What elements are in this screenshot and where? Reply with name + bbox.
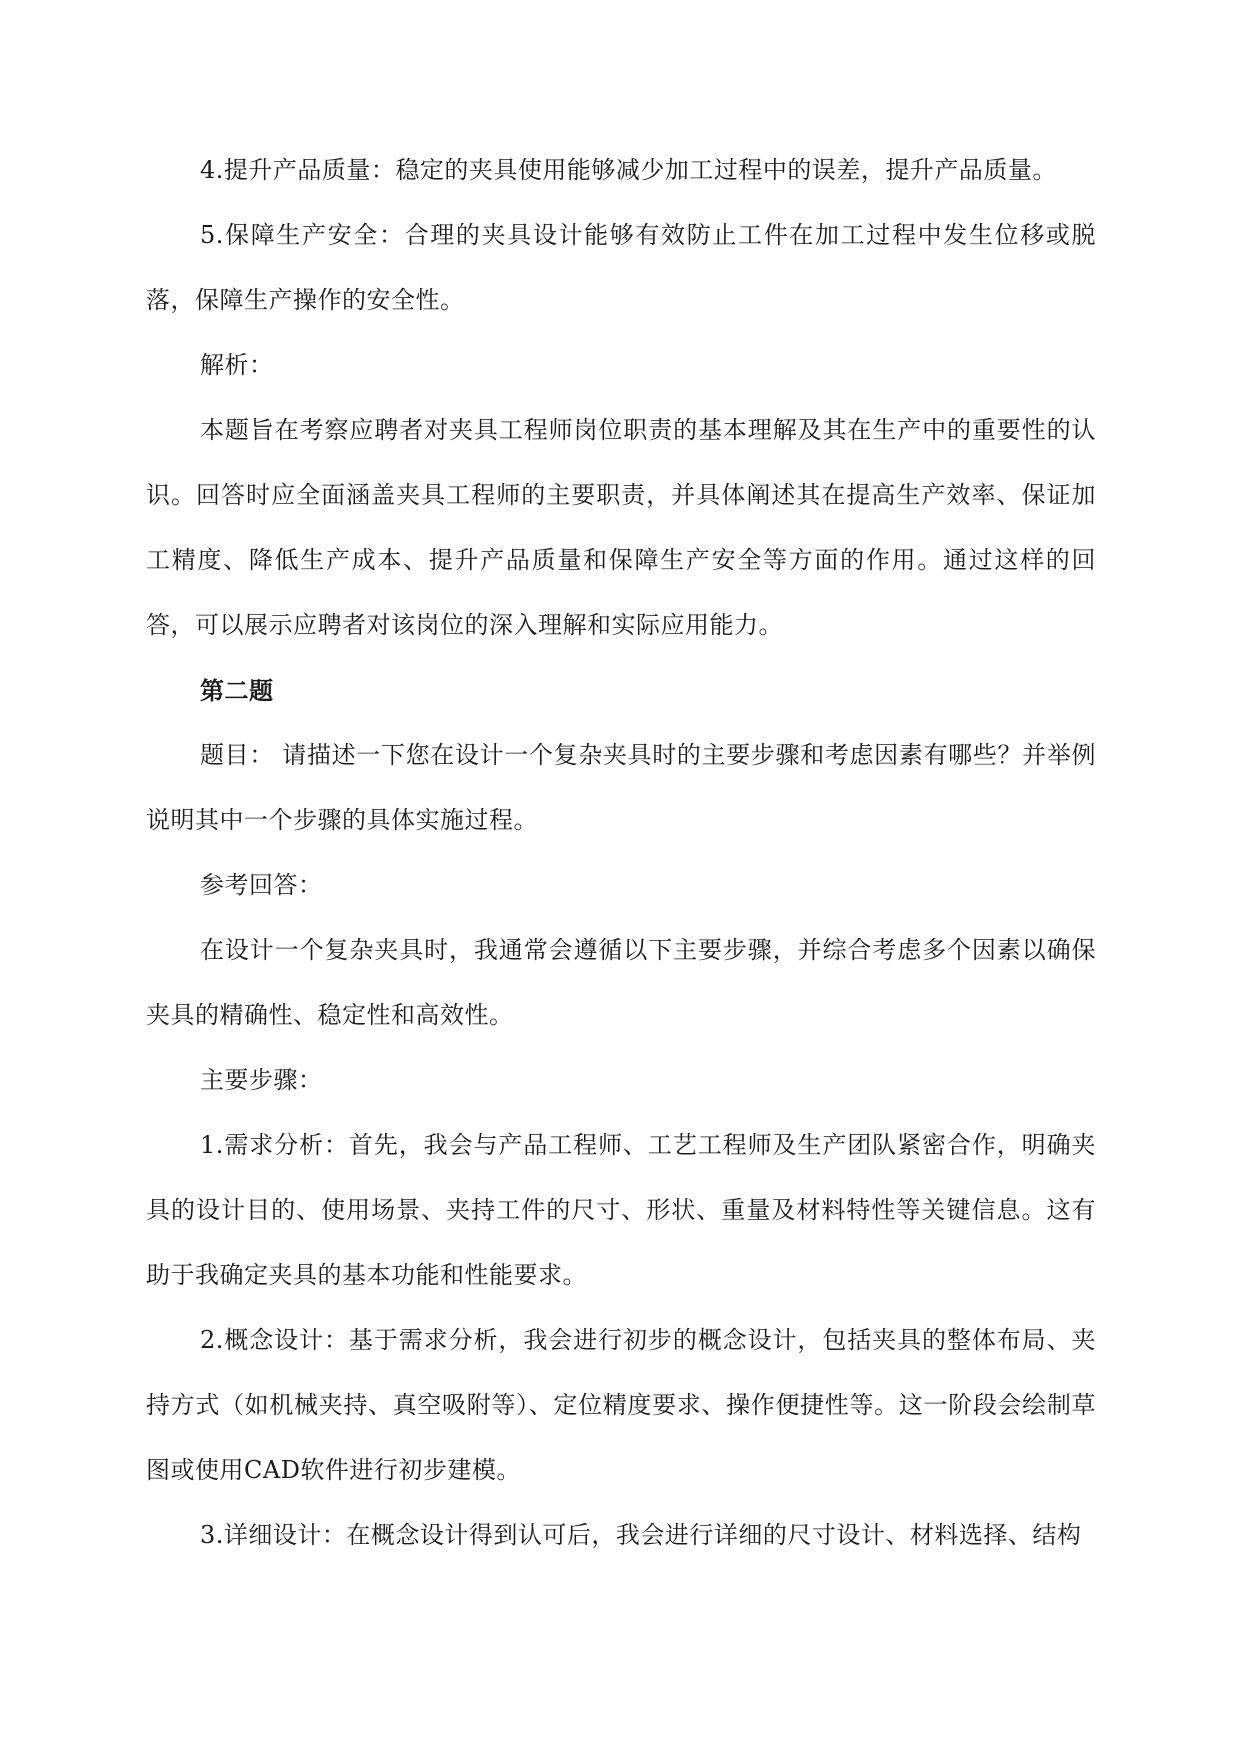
step-requirements-analysis: 1.需求分析：首先，我会与产品工程师、工艺工程师及生产团队紧密合作，明确夹具的设计目的、使用场景、夹持工件的尺寸、形状、重量及材料特性等关键信息。这有助于我确定夹具的基本功能和性能要求。 [146,1131,1096,1289]
main-steps-label: 主要步骤： [200,1066,323,1094]
analysis-paragraph: 本题旨在考察应聘者对夹具工程师岗位职责的基本理解及其在生产中的重要性的认识。回答时应全面涵盖夹具工程师的主要职责，并具体阐述其在提高生产效率、保证加工精度、降低生产成本、提升产品质量和保障生产安全等方面的作用。通过这样的回答，可以展示应聘者对该岗位的深入理解和实际应用能力。 [146,416,1096,639]
answer-intro-paragraph: 在设计一个复杂夹具时，我通常会遵循以下主要步骤，并综合考虑多个因素以确保夹具的精确性、稳定性和高效性。 [146,936,1096,1029]
step-detailed-design: 3.详细设计：在概念设计得到认可后，我会进行详细的尺寸设计、材料选择、结构 [200,1521,1082,1549]
section-heading-question-two: 第二题 [200,676,274,705]
question-paragraph: 题目： 请描述一下您在设计一个复杂夹具时的主要步骤和考虑因素有哪些？并举例说明其中一个步骤的具体实施过程。 [146,741,1096,834]
analysis-label: 解析： [200,351,274,379]
paragraph-safety: 5.保障生产安全：合理的夹具设计能够有效防止工件在加工过程中发生位移或脱落，保障生产操作的安全性。 [146,221,1096,314]
paragraph-quality: 4.提升产品质量：稳定的夹具使用能够减少加工过程中的误差，提升产品质量。 [200,156,1057,184]
reference-answer-label: 参考回答： [200,871,323,899]
document-body [146,138,1096,1568]
step-concept-design: 2.概念设计：基于需求分析，我会进行初步的概念设计，包括夹具的整体布局、夹持方式（如机械夹持、真空吸附等）、定位精度要求、操作便捷性等。这一阶段会绘制草图或使用CAD软件进行初步建模。 [146,1326,1096,1484]
